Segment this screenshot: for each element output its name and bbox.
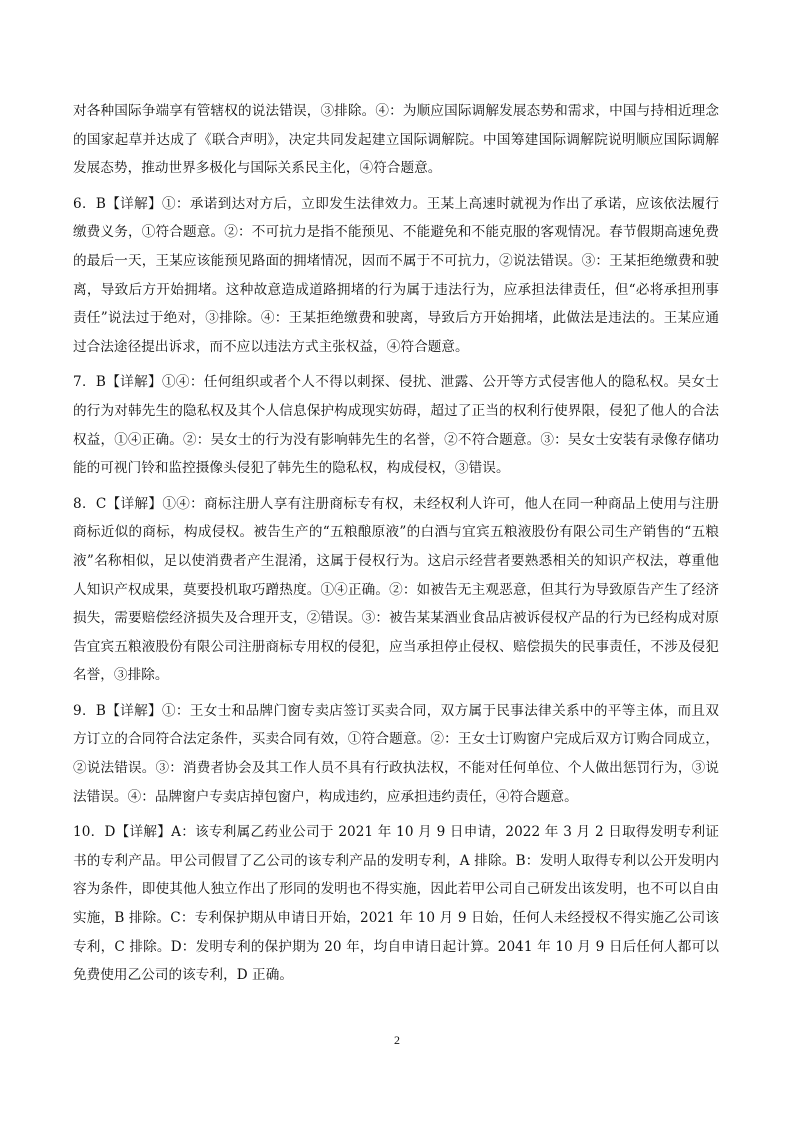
paragraph-q6: 6．B【详解】①：承诺到达对方后，立即发生法律效力。王某上高速时就视为作出了承诺，应该依法履行缴费义务，①符合题意。②：不可抗力是指不能预见、不能避免和不能克服的客观情况。春节假期高速免费的最后一天，王某应该能预见路面的拥堵情况，因而不属于不可抗力，②说法错误。③：王某拒绝缴费和驶离，导致后方开始拥堵。这种故意造成道路拥堵的行为属于违法行为，应承担法律责任，但“必将承担刑事责任”说法过于绝对，③排除。④：王某拒绝缴费和驶离，导致后方开始拥堵，此做法是违法的。王某应通过合法途径提出诉求，而不应以违法方式主张权益，④符合题意。 (73, 195, 719, 355)
paragraph-q8: 8．C【详解】①④：商标注册人享有注册商标专有权，未经权利人许可，他人在同一种商品上使用与注册商标近似的商标，构成侵权。被告生产的“五粮酿原液”的白酒与宜宾五粮液股份有限公司生产销售的“五粮液”名称相似，足以使消费者产生混淆，这属于侵权行为。这启示经营者要熟悉相关的知识产权法，尊重他人知识产权成果，莫要投机取巧蹭热度。①④正确。②：如被告无主观恶意，但其行为导致原告产生了经济损失，需要赔偿经济损失及合理开支，②错误。③：被告某某酒业食品店被诉侵权产品的行为已经构成对原告宜宾五粮液股份有限公司注册商标专用权的侵犯，应当承担停止侵权、赔偿损失的民事责任，不涉及侵犯名誉，③排除。 (73, 495, 719, 684)
answer-explanations (73, 97, 719, 997)
paragraph-q10: 10．D【详解】A：该专利属乙药业公司于 2021 年 10 月 9 日申请，2022 年 3 月 2 日取得发明专利证书的专利产品。甲公司假冒了乙公司的该专利产品的发明专利，A 排除。B：发明人取得专利以公开发明内容为条件，即使其他人独立作出了形同的发明也不得实施，因此若甲公司自己研发出该发明，也不可以自由实施，B 排除。C：专利保护期从申请日开始，2021 年 10 月 9 日始，任何人未经授权不得实施乙公司该专利，C 排除。D：发明专利的保护期为 20 年，均自申请日起计算。2041 年 10 月 9 日后任何人都可以免费使用乙公司的该专利，D 正确。 (73, 824, 719, 984)
page-number: 2 (394, 1033, 400, 1047)
paragraph-q9: 9．B【详解】①：王女士和品牌门窗专卖店签订买卖合同，双方属于民事法律关系中的平等主体，而且双方订立的合同符合法定条件，买卖合同有效，①符合题意。②：王女士订购窗户完成后双方订购合同成立，②说法错误。③：消费者协会及其工作人员不具有行政执法权，不能对任何单位、个人做出惩罚行为，③说法错误。④：品牌窗户专卖店掉包窗户，构成违约，应承担违约责任，④符合题意。 (73, 702, 719, 805)
paragraph-q7: 7．B【详解】①④：任何组织或者个人不得以刺探、侵扰、泄露、公开等方式侵害他人的隐私权。吴女士的行为对韩先生的隐私权及其个人信息保护构成现实妨碍，超过了正当的权利行使界限，侵犯了他人的合法权益，①④正确。②：吴女士的行为没有影响韩先生的名誉，②不符合题意。③：吴女士安装有录像存储功能的可视门铃和监控摄像头侵犯了韩先生的隐私权，构成侵权，③错误。 (73, 374, 719, 477)
paragraph-continuation-q5: 对各种国际争端享有管辖权的说法错误，③排除。④：为顺应国际调解发展态势和需求，中国与持相近理念的国家起草并达成了《联合声明》，决定共同发起建立国际调解院。中国筹建国际调解院说明顺应国际调解发展态势，推动世界多极化与国际关系民主化，④符合题意。 (73, 103, 719, 177)
